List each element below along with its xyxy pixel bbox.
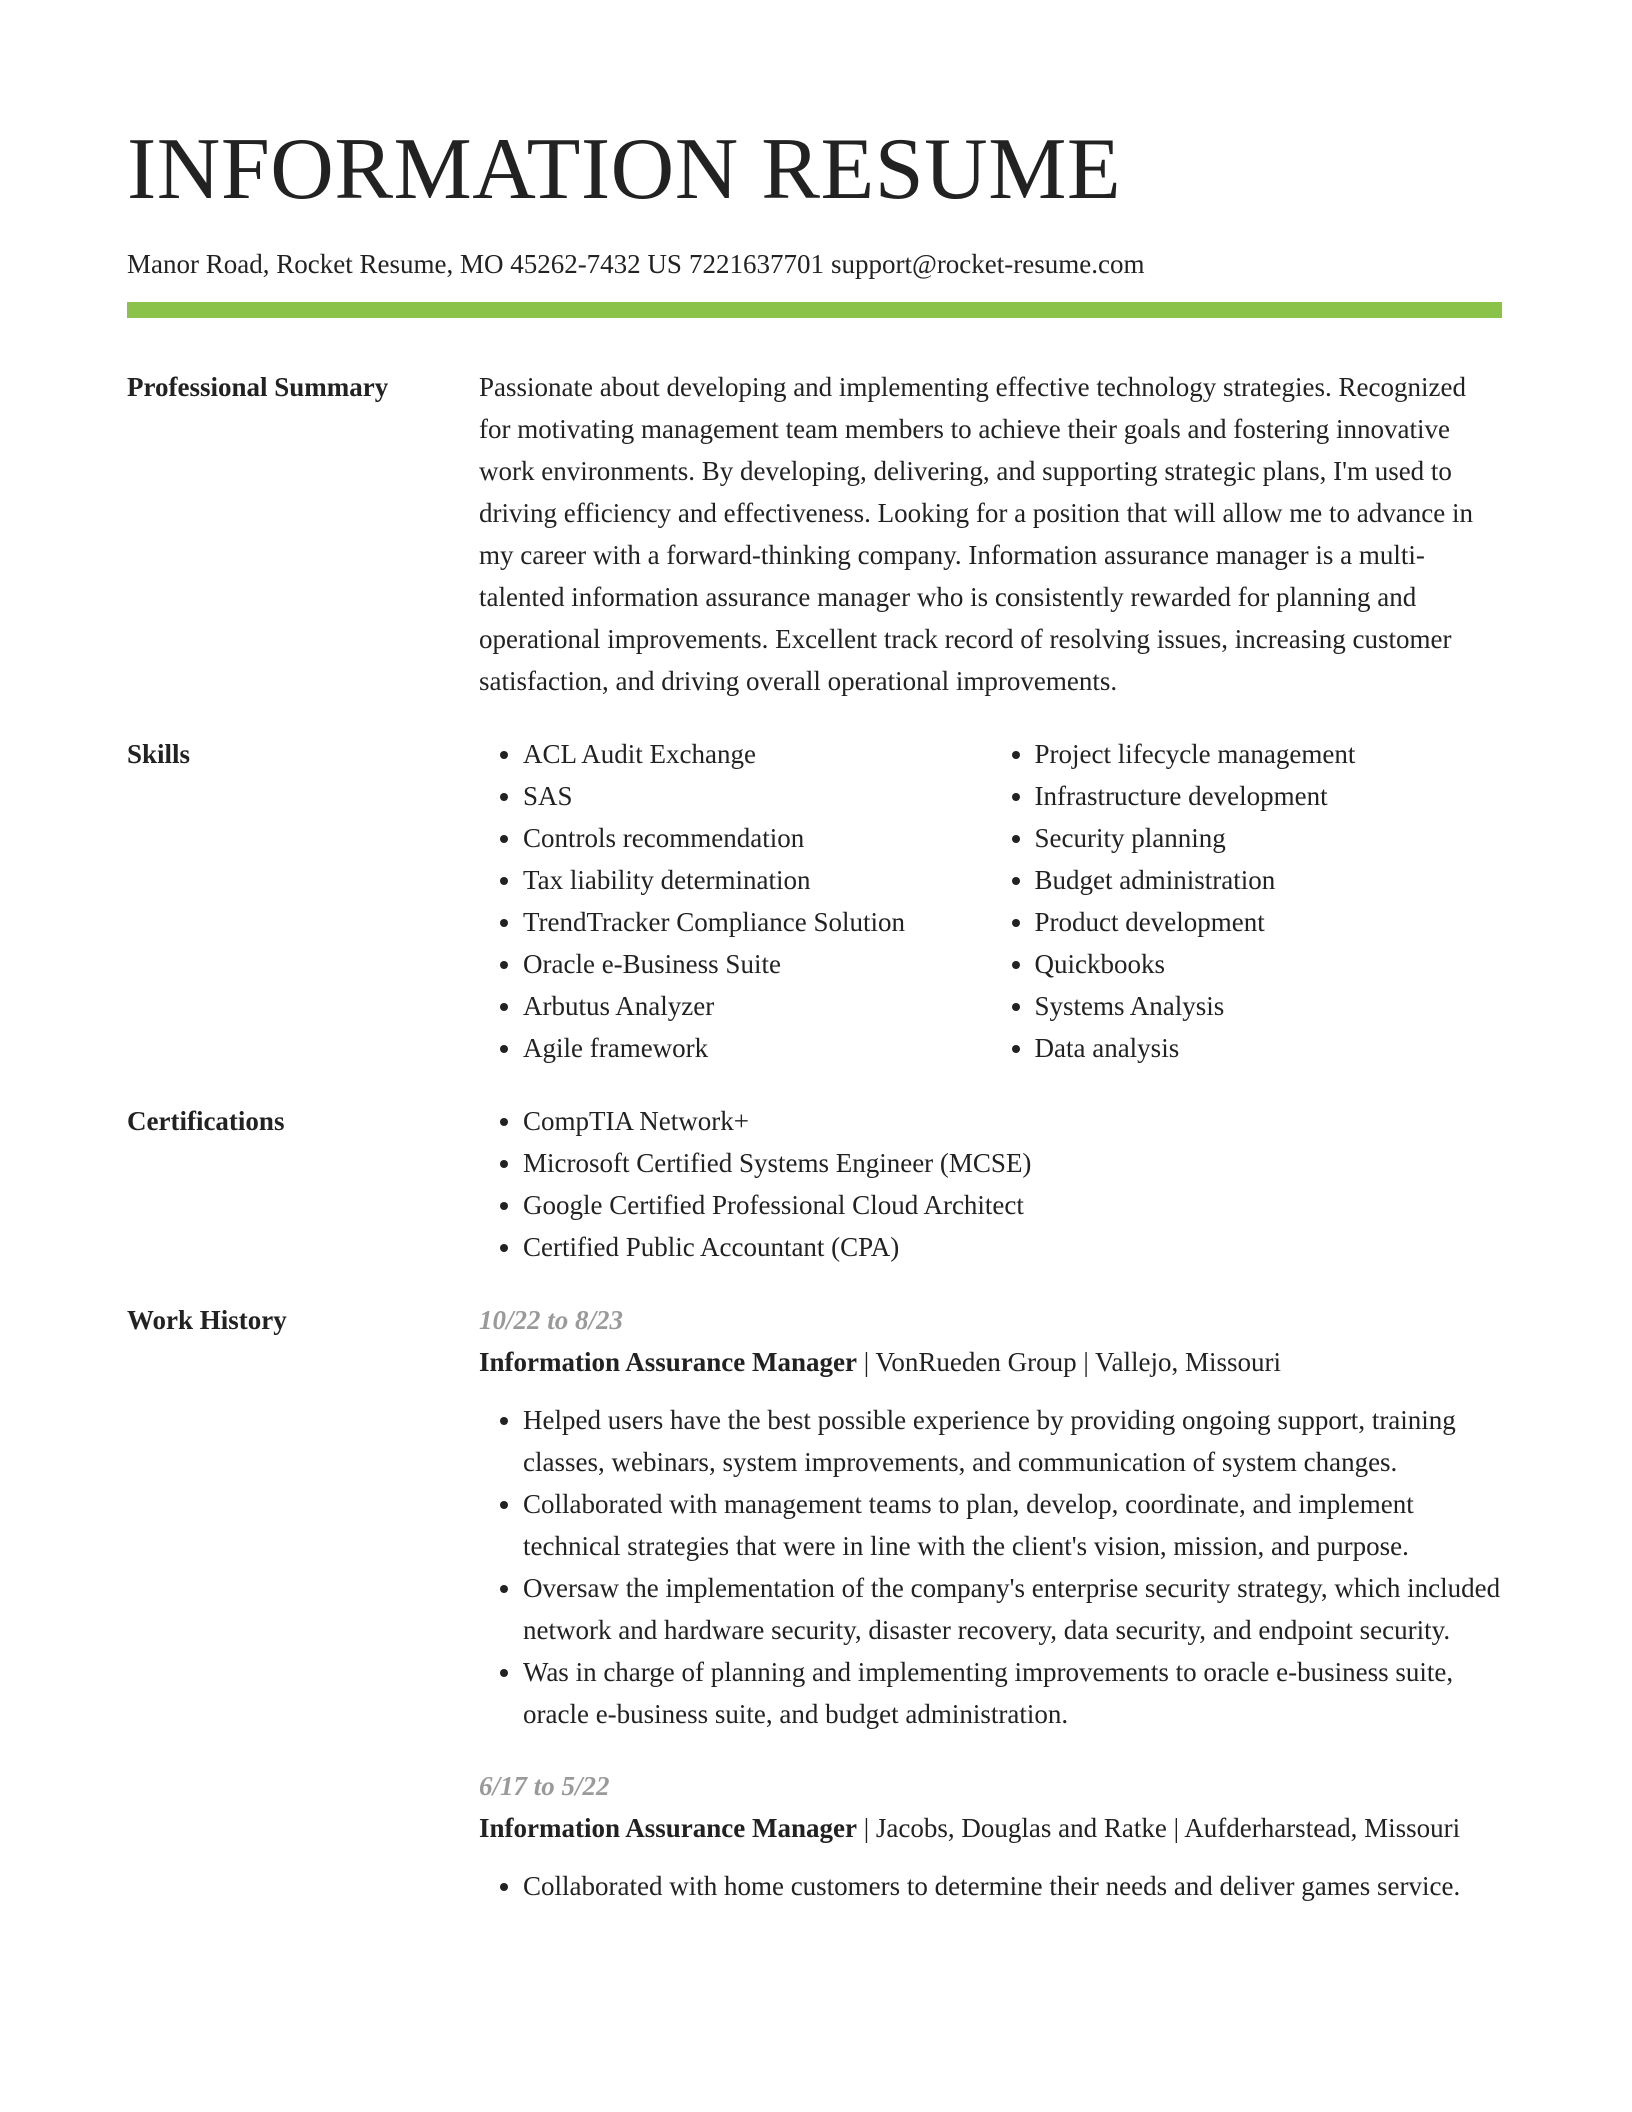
certification-item: • Certified Public Accountant (CPA) [523,1226,1502,1268]
job-dates: 6/17 to 5/22 [479,1771,610,1801]
summary-section [127,366,1502,702]
resume-title: INFORMATION RESUME [127,121,1122,218]
job-entry [479,1299,1502,1735]
job-entry [479,1765,1502,1907]
phone: 7221637701 [688,249,824,279]
job-bullet: • Collaborated with management teams to plan, develop, coordinate, and implement technical strategies that were in line with the client's vision, mission, and purpose. [523,1483,1502,1567]
summary-label: Professional Summary [127,372,389,402]
skill-item: • Product development [1035,901,1503,943]
skill-item: • Systems Analysis [1035,985,1503,1027]
job-bullet: • Oversaw the implementation of the company's enterprise security strategy, which included network and hardware security, disaster recovery, data security, and endpoint security. [523,1567,1502,1651]
skill-item: • Arbutus Analyzer [523,985,991,1027]
skill-item: • Oracle e-Business Suite [523,943,991,985]
address: Manor Road, Rocket Resume, MO 45262-7432 US [127,249,682,279]
certification-item: • Google Certified Professional Cloud Architect [523,1184,1502,1226]
skill-item: • Quickbooks [1035,943,1503,985]
summary-text: Passionate about developing and implementing effective technology strategies. Recognized for motivating management team members to achieve their goals and fostering innovative work environments. By developing, delivering, and supporting strategic plans, I'm used to driving efficiency and effectiveness. Looking for a position that will allow me to advance in my career with a forward-thinking company. Information assurance manager is a multi-talented information assurance manager who is consistently rewarded for planning and operational improvements. Excellent track record of resolving issues, increasing customer satisfaction, and driving overall operational improvements. [479,372,1473,696]
job-heading [479,1807,1502,1849]
skills-list-right [991,733,1503,1069]
job-bullet: • Collaborated with home customers to determine their needs and deliver games service. [523,1865,1502,1907]
job-bullet: • Was in charge of planning and implementing improvements to oracle e-business suite, oracle e-business suite, and budget administration. [523,1651,1502,1735]
job-dates: 10/22 to 8/23 [479,1305,624,1335]
skills-label: Skills [127,739,191,769]
job-bullets [479,1399,1502,1735]
certifications-list [479,1100,1502,1268]
skill-item: • Infrastructure development [1035,775,1503,817]
skill-item: • TrendTracker Compliance Solution [523,901,991,943]
work-history-section [127,1299,1502,1907]
certification-item: • Microsoft Certified Systems Engineer (MCSE) [523,1142,1502,1184]
certification-item: • CompTIA Network+ [523,1100,1502,1142]
resume-page [127,120,1502,1907]
job-bullet: • Helped users have the best possible experience by providing ongoing support, training classes, webinars, system improvements, and communication of system changes. [523,1399,1502,1483]
job-company-location: | Jacobs, Douglas and Ratke | Aufderharstead, Missouri [856,1813,1461,1843]
job-company-location: | VonRueden Group | Vallejo, Missouri [856,1347,1282,1377]
skills-grid [479,733,1502,1069]
skill-item: • Controls recommendation [523,817,991,859]
certifications-label: Certifications [127,1106,285,1136]
skill-item: • SAS [523,775,991,817]
skill-item: • Budget administration [1035,859,1503,901]
skill-item: • ACL Audit Exchange [523,733,991,775]
work-history-label: Work History [127,1305,287,1335]
job-heading [479,1341,1502,1383]
job-bullets [479,1865,1502,1907]
job-title: Information Assurance Manager [479,1347,857,1377]
email[interactable]: support@rocket-resume.com [830,249,1145,279]
skill-item: • Project lifecycle management [1035,733,1503,775]
header-divider [127,302,1502,318]
skills-list-left [479,733,991,1069]
contact-line [127,246,1502,282]
skill-item: • Tax liability determination [523,859,991,901]
skill-item: • Data analysis [1035,1027,1503,1069]
certifications-section [127,1100,1502,1268]
skill-item: • Agile framework [523,1027,991,1069]
skills-section [127,733,1502,1069]
skill-item: • Security planning [1035,817,1503,859]
job-title: Information Assurance Manager [479,1813,857,1843]
